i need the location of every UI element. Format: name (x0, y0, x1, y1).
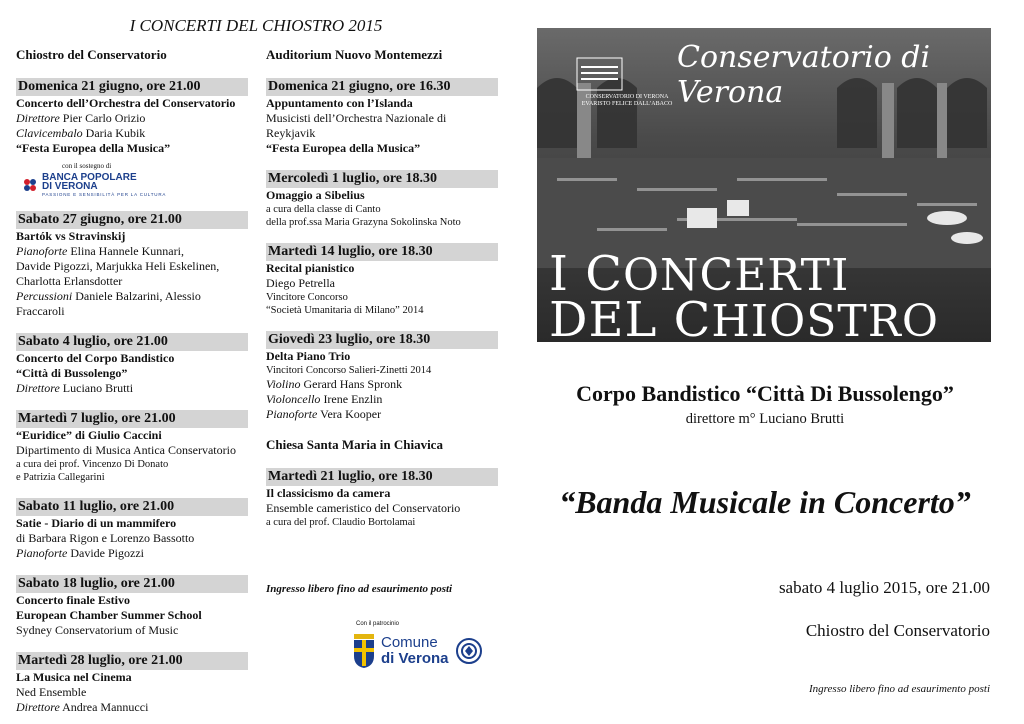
detail-text: Andrea Mannucci (59, 700, 149, 714)
detail-text: a cura dei prof. Vincenzo Di Donato (16, 459, 169, 470)
event-detail (16, 623, 248, 638)
free-entry-note-cover: Ingresso libero fino ad esaurimento posti (809, 683, 990, 695)
brochure-title: I CONCERTI DEL CHIOSTRO 2015 (129, 16, 383, 35)
detail-text: di Barbara Rigon e Lorenzo Bassotto (16, 531, 195, 545)
concert-venue: Chiostro del Conservatorio (805, 621, 990, 640)
event-date: Sabato 27 giugno, ore 21.00 (16, 211, 248, 229)
event-detail (266, 188, 498, 203)
event-detail (266, 111, 498, 126)
band-director: direttore m° Luciano Brutti (685, 411, 845, 427)
bank-logo-icon (22, 177, 38, 193)
role-label: Clavicembalo (16, 126, 83, 140)
detail-text: e Patrizia Callegarini (16, 472, 105, 483)
conservatory-brand: Conservatorio di Verona (677, 40, 931, 110)
detail-text: Davide Pigozzi, Marjukka Heli Eskelinen, (16, 259, 220, 273)
event-detail (16, 516, 248, 531)
event-date: Sabato 11 luglio, ore 21.00 (16, 498, 248, 516)
free-entry-note: Ingresso libero fino ad esaurimento posti (266, 583, 453, 595)
event-detail (266, 276, 498, 291)
event-detail (266, 516, 498, 529)
event-detail (266, 141, 498, 156)
detail-text: Delta Piano Trio (266, 349, 351, 363)
detail-text: Sydney Conservatorium of Music (16, 623, 179, 637)
conservatory-subname: EVARISTO FELICE DALL’ABACO (581, 101, 673, 107)
event-date: Sabato 18 luglio, ore 21.00 (16, 575, 248, 593)
event-detail (16, 428, 248, 443)
detail-text: Pier Carlo Orizio (59, 111, 146, 125)
detail-text: Concerto finale Estivo (16, 593, 130, 607)
event-detail (16, 96, 248, 111)
event-detail (266, 407, 498, 422)
event-list (266, 78, 498, 422)
role-label: Direttore (16, 111, 60, 125)
cover-title2-rest: HIOSTRO 2015 (549, 296, 939, 391)
detail-text: Appuntamento con l’Islanda (266, 96, 413, 110)
event-detail (16, 366, 248, 381)
detail-text: Musicisti dell’Orchestra Nazionale di (266, 111, 447, 125)
venue-heading: Chiostro del Conservatorio (16, 47, 167, 62)
cover-photo (537, 28, 991, 391)
event-list (16, 78, 248, 156)
concert-title: “Banda Musicale in Concerto” (559, 484, 971, 520)
detail-text: Daria Kubik (82, 126, 146, 140)
event-detail (266, 203, 498, 216)
bank-name-line1: BANCA POPOLARE (42, 172, 137, 183)
detail-text: Diego Petrella (266, 276, 335, 290)
event-detail (16, 443, 248, 458)
event-item (16, 333, 248, 396)
event-item (266, 468, 498, 529)
coat-of-arms-icon (353, 634, 375, 668)
detail-text: Davide Pigozzi (67, 546, 144, 560)
role-label: Violoncello (266, 392, 321, 406)
event-detail (16, 244, 248, 259)
comune-line2: di Verona (381, 650, 449, 667)
detail-text: a cura della classe di Canto (266, 204, 381, 215)
detail-text: Vincitori Concorso Salieri-Zinetti 2014 (266, 365, 432, 376)
bank-name-line2: DI VERONA (42, 181, 98, 192)
event-list (266, 468, 498, 529)
role-label: Pianoforte (266, 407, 318, 421)
event-detail (16, 593, 248, 608)
schedule-column-1 (16, 46, 248, 715)
event-item (16, 652, 248, 715)
detail-text: Charlotta Erlansdotter (16, 274, 123, 288)
event-item (16, 410, 248, 484)
detail-text: Reykjavik (266, 126, 316, 140)
detail-text: a cura del prof. Claudio Bortolamai (266, 517, 416, 528)
event-item (266, 331, 498, 422)
band-name: Corpo Bandistico “Città Di Bussolengo” (576, 381, 954, 406)
cover-title2-initial: DEL C (549, 292, 712, 348)
event-detail (16, 608, 248, 623)
event-date: Sabato 4 luglio, ore 21.00 (16, 333, 248, 351)
comune-line1: Comune (381, 634, 438, 651)
banca-popolare-logo (22, 173, 248, 197)
concert-date: sabato 4 luglio 2015, ore 21.00 (778, 578, 990, 597)
event-date: Mercoledì 1 luglio, ore 18.30 (266, 170, 498, 188)
event-detail (266, 96, 498, 111)
conservatory-name: CONSERVATORIO DI VERONA (585, 94, 669, 100)
cover-title1-initial: I C (549, 246, 623, 302)
event-date: Giovedì 23 luglio, ore 18.30 (266, 331, 498, 349)
role-label: Direttore (16, 381, 60, 395)
event-date: Martedì 21 luglio, ore 18.30 (266, 468, 498, 486)
event-detail (16, 141, 248, 156)
detail-text: European Chamber Summer School (16, 608, 202, 622)
schedule-column-2 (266, 46, 498, 529)
cover-title1-rest: ONCERTI (622, 250, 850, 301)
detail-text: “Festa Europea della Musica” (16, 141, 171, 155)
event-detail (266, 261, 498, 276)
event-detail (266, 126, 498, 141)
event-detail (266, 364, 498, 377)
role-label: Violino (266, 377, 301, 391)
event-date: Domenica 21 giugno, ore 21.00 (16, 78, 248, 96)
event-list (16, 211, 248, 715)
event-detail (266, 392, 498, 407)
comune-verona-logo (353, 634, 483, 668)
detail-text: Il classicismo da camera (266, 486, 391, 500)
detail-text: Irene Enzlin (320, 392, 383, 406)
event-item (266, 243, 498, 317)
detail-text: Dipartimento di Musica Antica Conservatorio (16, 443, 236, 457)
role-label: Pianoforte (16, 244, 68, 258)
detail-text: Concerto dell’Orchestra del Conservatorio (16, 96, 236, 110)
event-item (16, 575, 248, 638)
detail-text: Elina Hannele Kunnari, (67, 244, 184, 258)
event-date: Martedì 28 luglio, ore 21.00 (16, 652, 248, 670)
event-detail (16, 351, 248, 366)
detail-text: “Festa Europea della Musica” (266, 141, 421, 155)
sponsor-block (22, 162, 248, 197)
venue-heading: Auditorium Nuovo Montemezzi (266, 47, 443, 62)
detail-text: Vincitore Concorso (266, 292, 348, 303)
event-item (266, 170, 498, 229)
event-detail (16, 126, 248, 141)
detail-text: Satie - Diario di un mammifero (16, 516, 177, 530)
event-detail (16, 700, 248, 715)
detail-text: Luciano Brutti (59, 381, 134, 395)
event-detail (16, 685, 248, 700)
detail-text: Bartók vs Stravinskij (16, 229, 126, 243)
event-detail (16, 229, 248, 244)
event-detail (16, 259, 248, 274)
venue-heading-2: Chiesa Santa Maria in Chiavica (266, 437, 443, 452)
event-date: Domenica 21 giugno, ore 16.30 (266, 78, 498, 96)
detail-text: Concerto del Corpo Bandistico (16, 351, 175, 365)
detail-text: “Euridice” di Giulio Caccini (16, 428, 162, 442)
detail-text: Ensemble cameristico del Conservatorio (266, 501, 461, 515)
conservatory-small-label (579, 94, 675, 108)
detail-text: Ned Ensemble (16, 685, 87, 699)
detail-text: Recital pianistico (266, 261, 355, 275)
event-detail (16, 546, 248, 561)
role-label: Pianoforte (16, 546, 68, 560)
patronage-caption: Con il patrocinio (356, 621, 400, 627)
role-label: Percussioni (16, 289, 73, 303)
emblem-icon (455, 637, 483, 665)
event-detail (16, 274, 248, 289)
event-detail (266, 501, 498, 516)
event-item (16, 78, 248, 156)
event-detail (16, 471, 248, 484)
detail-text: Gerard Hans Spronk (300, 377, 403, 391)
event-detail (266, 349, 498, 364)
detail-text: Daniele Balzarini, Alessio Fraccaroli (16, 289, 201, 318)
event-date: Martedì 7 luglio, ore 21.00 (16, 410, 248, 428)
detail-text: “Società Umanitaria di Milano” 2014 (266, 305, 424, 316)
detail-text: della prof.ssa Maria Grazyna Sokolinska Noto (266, 217, 461, 228)
event-detail (16, 458, 248, 471)
detail-text: Vera Kooper (317, 407, 382, 421)
event-detail (16, 670, 248, 685)
event-detail (16, 289, 248, 319)
event-detail (266, 486, 498, 501)
event-detail (266, 304, 498, 317)
role-label: Direttore (16, 700, 60, 714)
bank-tagline: PASSIONE E SENSIBILITÀ PER LA CULTURA (42, 192, 167, 197)
detail-text: La Musica nel Cinema (16, 670, 132, 684)
event-item (266, 78, 498, 156)
detail-text: “Città di Bussolengo” (16, 366, 128, 380)
cover-title-line2 (549, 292, 991, 391)
sponsor-caption: con il sostegno di (62, 162, 112, 170)
event-detail (266, 291, 498, 304)
event-detail (16, 381, 248, 396)
event-detail (16, 111, 248, 126)
event-date: Martedì 14 luglio, ore 18.30 (266, 243, 498, 261)
event-detail (266, 377, 498, 392)
event-detail (16, 531, 248, 546)
event-item (16, 211, 248, 319)
event-detail (266, 216, 498, 229)
event-item (16, 498, 248, 561)
detail-text: Omaggio a Sibelius (266, 188, 365, 202)
